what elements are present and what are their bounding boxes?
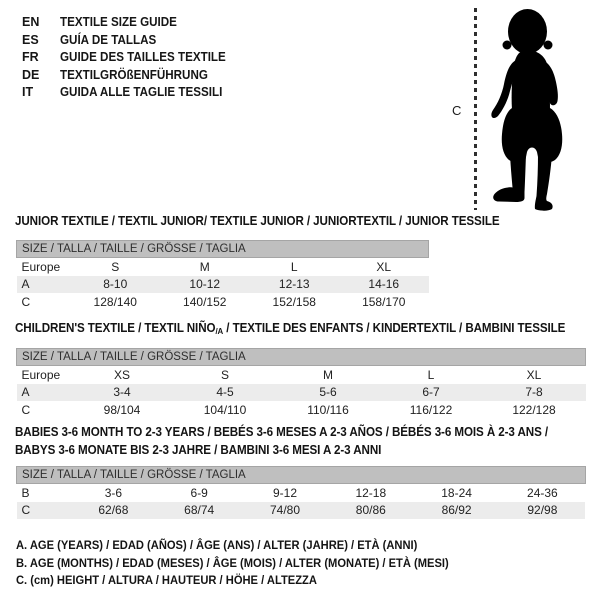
size-cell: XS <box>113 367 130 382</box>
row-label: C <box>17 502 71 520</box>
size-cell: 12-18 <box>355 485 387 500</box>
size-cell: 3-4 <box>71 384 174 402</box>
subscript-text: /A <box>215 326 224 336</box>
size-cell: 86/92 <box>414 502 500 520</box>
size-cell: S <box>220 367 229 382</box>
language-row <box>22 67 238 85</box>
language-label: GUIDA ALLE TAGLIE TESSILI <box>60 85 223 99</box>
size-cell: 92/98 <box>499 502 585 520</box>
size-cell: 14-16 <box>339 276 429 294</box>
table-row <box>17 366 586 384</box>
size-cell: 18-24 <box>441 485 472 500</box>
size-header-bar <box>17 241 429 258</box>
height-measure-line <box>474 8 477 210</box>
row-label: B <box>21 485 30 500</box>
language-code: ES <box>22 32 39 47</box>
row-label: A <box>17 384 71 402</box>
legend-item: A. AGE (YEARS) / EDAD (AÑOS) / ÂGE (ANS) / ALTER (JAHRE) / ETÀ (ANNI) <box>16 538 418 552</box>
legend-item: B. AGE (MONTHS) / EDAD (MESES) / ÂGE (MOIS) / ALTER (MONATE) / ETÀ (MESI) <box>16 555 449 570</box>
language-code: FR <box>22 50 39 64</box>
junior-section-title: JUNIOR TEXTILE / TEXTIL JUNIOR/ TEXTILE JUNIOR / JUNIORTEXTIL / JUNIOR TESSILE <box>15 214 500 228</box>
size-cell: 104/110 <box>203 402 247 417</box>
table-row <box>17 384 586 402</box>
size-header-bar <box>17 467 586 484</box>
row-label: Europe <box>21 367 61 382</box>
size-header-label: SIZE / TALLA / TAILLE / GRÖSSE / TAGLIA <box>17 349 586 366</box>
row-label: C <box>21 402 31 417</box>
size-cell: 5-6 <box>277 384 380 402</box>
size-cell: 6-9 <box>190 485 208 500</box>
measurement-legend <box>16 537 481 590</box>
size-cell: 4-5 <box>174 384 277 402</box>
row-label: C <box>21 294 31 309</box>
language-list <box>22 14 238 102</box>
row-label: A <box>17 276 71 294</box>
size-cell: M <box>199 259 210 274</box>
size-header-bar <box>17 349 586 366</box>
height-measure-label: C <box>452 103 462 118</box>
size-cell: 116/122 <box>409 402 453 417</box>
size-cell: 140/152 <box>183 294 227 309</box>
size-cell: 7-8 <box>483 384 586 402</box>
size-cell: 6-7 <box>380 384 483 402</box>
size-cell: 110/116 <box>307 402 349 417</box>
size-cell: L <box>290 259 298 274</box>
size-cell: 158/170 <box>362 294 406 309</box>
size-cell: 9-12 <box>272 485 297 500</box>
toddler-silhouette-icon <box>482 2 584 212</box>
table-row <box>17 484 586 502</box>
legend-item: C. (cm) HEIGHT / ALTURA / HAUTEUR / HÖHE / ALTEZZA <box>16 573 317 587</box>
table-row <box>17 293 429 311</box>
size-cell: 62/68 <box>71 502 157 520</box>
children-section-title: CHILDREN'S TEXTILE / TEXTIL $NIÑO_{/A}$ / TEXTILE DES ENFANTS / KINDERTEXTIL / BAMBINI TESSILE <box>15 321 566 336</box>
size-cell: 10-12 <box>160 276 250 294</box>
size-cell: 24-36 <box>527 485 558 500</box>
size-cell: 8-10 <box>71 276 161 294</box>
language-label: GUIDE DES TAILLES TEXTILE <box>60 50 226 64</box>
size-cell: 74/80 <box>242 502 328 520</box>
size-cell: L <box>427 367 435 382</box>
table-row <box>17 276 429 294</box>
size-header-label: SIZE / TALLA / TAILLE / GRÖSSE / TAGLIA <box>17 241 429 258</box>
babies-section-title: BABIES 3-6 MONTH TO 2-3 YEARS / BEBÉS 3-6 MESES A 2-3 AÑOS / BÉBÉS 3-6 MOIS À 2-3 ANS / BABYS 3-6 MONATE BIS 2-3 JAHRE / BAMBINI 3-6 MESI A 2-3 ANNI <box>15 425 549 457</box>
size-cell: 98/104 <box>103 402 141 417</box>
language-code: DE <box>22 67 40 82</box>
row-label: Europe <box>21 259 61 274</box>
size-cell: S <box>111 259 120 274</box>
language-code: EN <box>22 15 40 29</box>
language-code: IT <box>22 85 34 99</box>
language-label: TEXTILE SIZE GUIDE <box>60 15 177 29</box>
size-cell: 122/128 <box>512 402 556 417</box>
table-row <box>17 502 586 520</box>
table-row <box>17 258 429 276</box>
size-cell: 12-13 <box>250 276 340 294</box>
size-cell: M <box>323 367 333 382</box>
children-size-table <box>16 348 586 419</box>
size-cell: 68/74 <box>156 502 242 520</box>
size-cell: XL <box>526 367 542 382</box>
language-label: GUÍA DE TALLAS <box>60 32 157 47</box>
size-cell: 80/86 <box>328 502 414 520</box>
language-label: TEXTILGRÖßENFÜHRUNG <box>60 67 208 82</box>
size-cell: 152/158 <box>272 294 316 309</box>
language-row <box>22 32 238 50</box>
language-row <box>22 14 238 32</box>
size-cell: 128/140 <box>93 294 137 309</box>
language-row <box>22 84 238 102</box>
size-cell: XL <box>376 259 392 274</box>
babies-size-table <box>16 466 586 519</box>
size-header-label: SIZE / TALLA / TAILLE / GRÖSSE / TAGLIA <box>17 467 586 484</box>
language-row <box>22 49 238 67</box>
size-cell: 3-6 <box>104 485 123 500</box>
junior-size-table <box>16 240 429 311</box>
table-row <box>17 401 586 419</box>
